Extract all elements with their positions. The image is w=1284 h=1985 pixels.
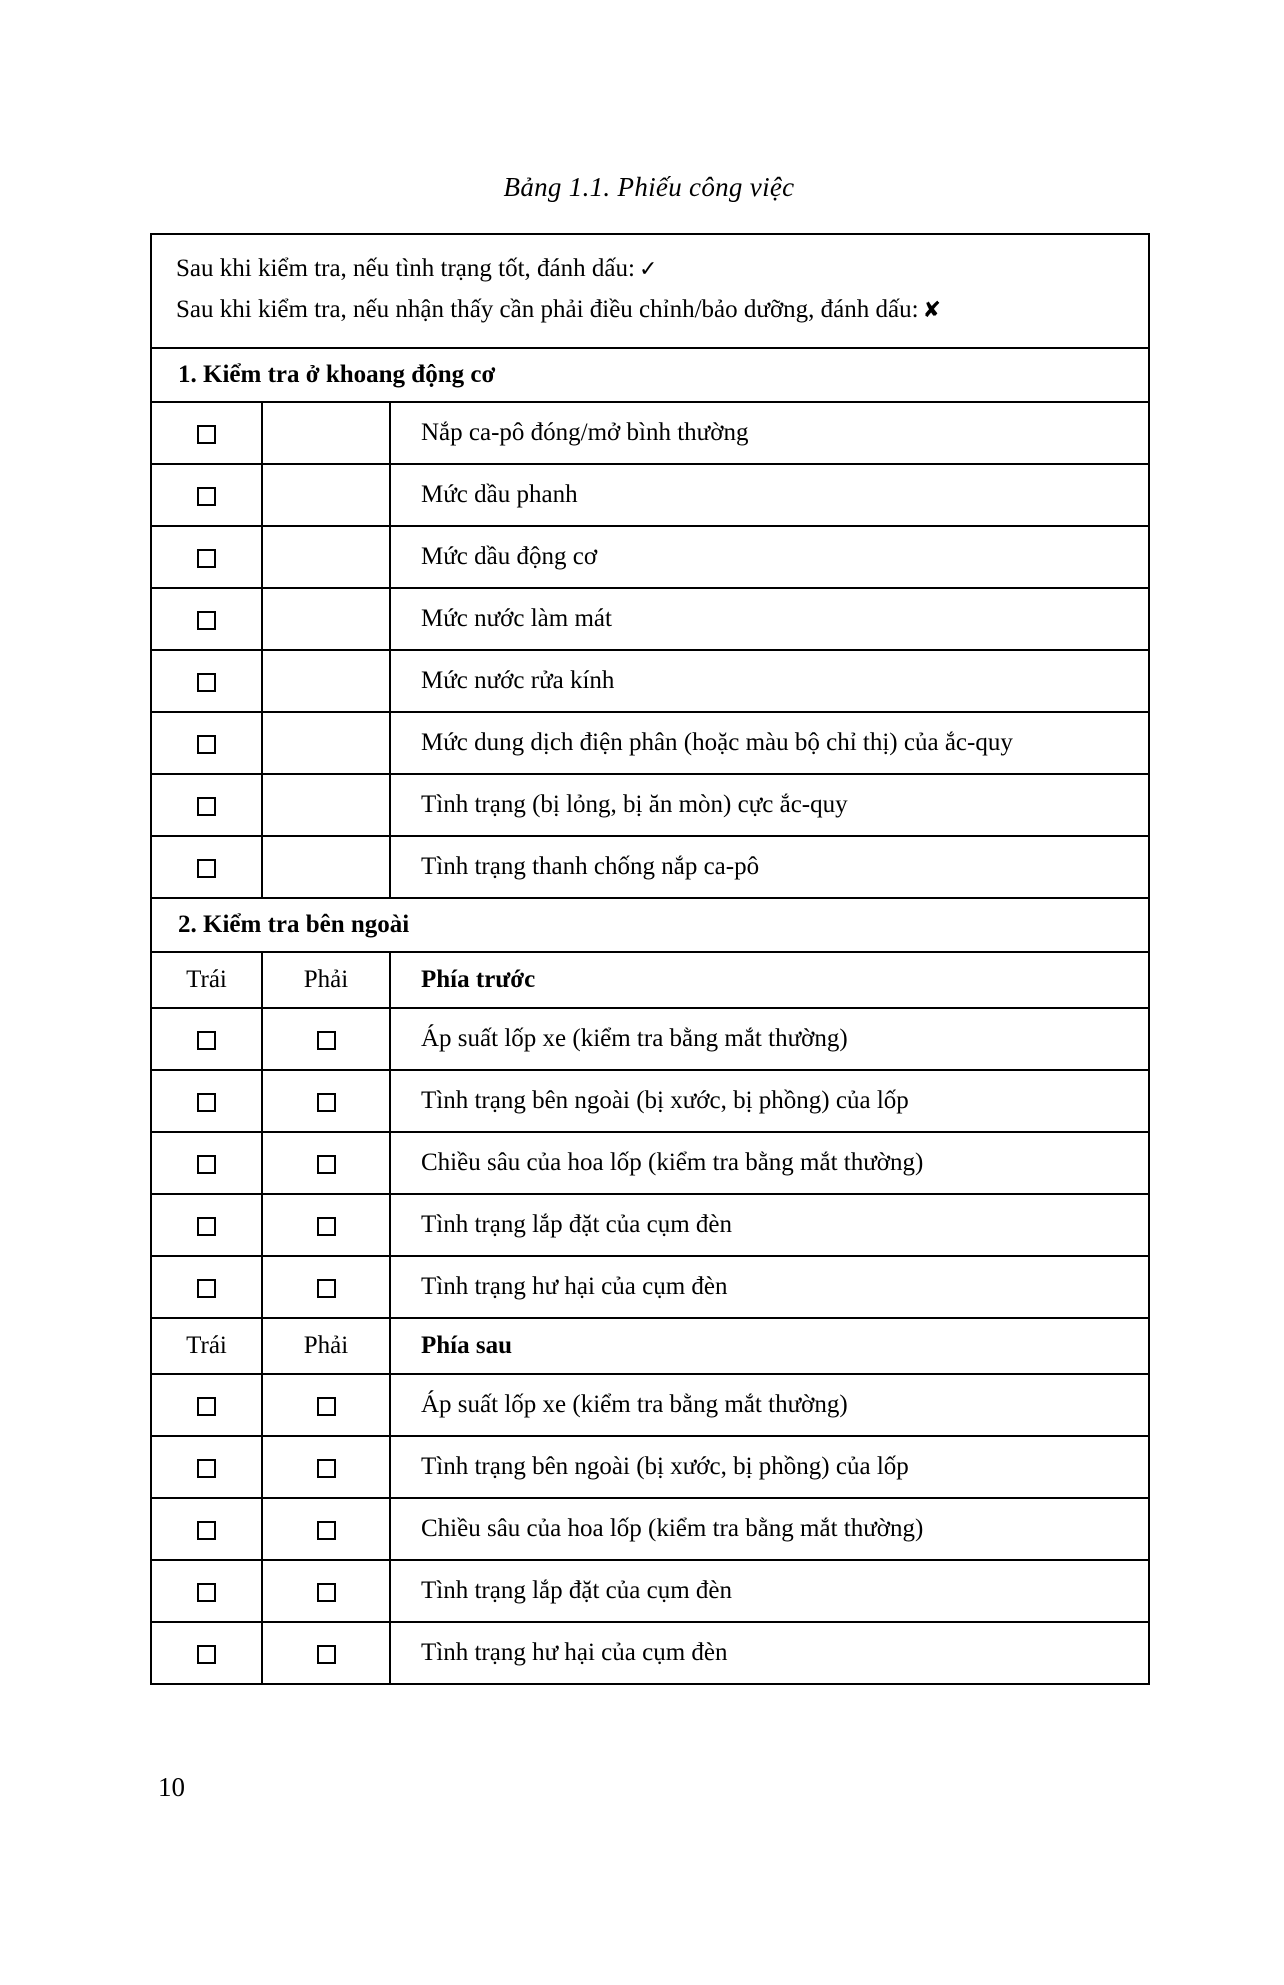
checkbox-left[interactable] [197, 1521, 216, 1540]
checklist-row [151, 836, 1149, 898]
checklist-item-label: Tình trạng hư hại của cụm đèn [390, 1622, 1149, 1684]
checkbox-right[interactable] [317, 1459, 336, 1478]
checklist-row [151, 650, 1149, 712]
checkbox-right[interactable] [317, 1093, 336, 1112]
checkbox-cell [262, 1436, 390, 1498]
checklist-row [151, 774, 1149, 836]
checkbox-cell [151, 650, 262, 712]
checklist-item-label: Tình trạng thanh chống nắp ca-pô [390, 836, 1149, 898]
instruction-line-2 [176, 290, 1016, 331]
checkbox-cell [151, 464, 262, 526]
section-1-header: 1. Kiểm tra ở khoang động cơ [151, 348, 1149, 402]
instruction-text: Sau khi kiểm tra, nếu tình trạng tốt, đánh dấu: [176, 255, 635, 282]
checkbox-cell [151, 526, 262, 588]
section-1-header-row [151, 348, 1149, 402]
checkbox-left[interactable] [197, 1093, 216, 1112]
checklist-item-label: Mức dầu động cơ [390, 526, 1149, 588]
checkbox-right[interactable] [317, 1397, 336, 1416]
checkbox-cell [262, 1070, 390, 1132]
empty-cell [262, 712, 390, 774]
page-number: 10 [158, 1772, 185, 1802]
checkbox-left[interactable] [197, 1217, 216, 1236]
checklist-item-label: Tình trạng (bị lỏng, bị ăn mòn) cực ắc-quy [390, 774, 1149, 836]
checklist-item-label: Nắp ca-pô đóng/mở bình thường [390, 402, 1149, 464]
checklist-row [151, 1070, 1149, 1132]
checkbox-cell [151, 1436, 262, 1498]
checkbox-cell [151, 588, 262, 650]
checkbox-left[interactable] [197, 1583, 216, 1602]
checkbox[interactable] [197, 611, 216, 630]
checkbox-right[interactable] [317, 1645, 336, 1664]
checkbox[interactable] [197, 487, 216, 506]
checklist-row [151, 464, 1149, 526]
checklist-item-label: Mức dầu phanh [390, 464, 1149, 526]
checkbox-cell [151, 836, 262, 898]
checkbox-cell [151, 1070, 262, 1132]
instruction-line-1 [176, 249, 1124, 290]
group-subheader-row [151, 1318, 1149, 1374]
checkbox[interactable] [197, 859, 216, 878]
checklist-row [151, 1560, 1149, 1622]
right-column-header: Phải [262, 952, 390, 1008]
checkbox-cell [262, 1256, 390, 1318]
checklist-item-label: Áp suất lốp xe (kiểm tra bằng mắt thường) [390, 1374, 1149, 1436]
checkbox-cell [151, 1560, 262, 1622]
checkbox-right[interactable] [317, 1279, 336, 1298]
empty-cell [262, 588, 390, 650]
group-subheader-row [151, 952, 1149, 1008]
checkbox-right[interactable] [317, 1583, 336, 1602]
checklist-row [151, 1498, 1149, 1560]
checklist-row [151, 1256, 1149, 1318]
table-caption: Bảng 1.1. Phiếu công việc [503, 172, 795, 202]
checklist-row [151, 1008, 1149, 1070]
checkbox-right[interactable] [317, 1217, 336, 1236]
left-column-header: Trái [151, 1318, 262, 1374]
checkbox-left[interactable] [197, 1459, 216, 1478]
checkbox-left[interactable] [197, 1031, 216, 1050]
checkbox-left[interactable] [197, 1397, 216, 1416]
checkbox-cell [151, 774, 262, 836]
checkbox[interactable] [197, 673, 216, 692]
x-mark-icon: ✘ [922, 298, 941, 323]
checkbox[interactable] [197, 735, 216, 754]
checklist-item-label: Tình trạng hư hại của cụm đèn [390, 1256, 1149, 1318]
section-2-header-row [151, 898, 1149, 952]
checkbox-cell [151, 1194, 262, 1256]
checkbox-left[interactable] [197, 1279, 216, 1298]
checklist-row [151, 1132, 1149, 1194]
empty-cell [262, 836, 390, 898]
empty-cell [262, 464, 390, 526]
checkbox[interactable] [197, 797, 216, 816]
checkbox[interactable] [197, 425, 216, 444]
empty-cell [262, 650, 390, 712]
checklist-item-label: Tình trạng lắp đặt của cụm đèn [390, 1194, 1149, 1256]
check-mark-icon: ✓ [638, 257, 658, 282]
checklist-row [151, 1194, 1149, 1256]
checkbox[interactable] [197, 549, 216, 568]
instruction-text: Sau khi kiểm tra, nếu nhận thấy cần phải điều chỉnh/bảo dưỡng, đánh dấu: [176, 296, 919, 323]
checklist-item-label: Mức dung dịch điện phân (hoặc màu bộ chỉ thị) của ắc-quy [390, 712, 1149, 774]
checkbox-right[interactable] [317, 1521, 336, 1540]
checkbox-cell [262, 1008, 390, 1070]
checklist-row [151, 402, 1149, 464]
checkbox-cell [151, 1498, 262, 1560]
checklist-item-label: Áp suất lốp xe (kiểm tra bằng mắt thường) [390, 1008, 1149, 1070]
checkbox-cell [151, 1256, 262, 1318]
checkbox-right[interactable] [317, 1031, 336, 1050]
checkbox-cell [151, 1622, 262, 1684]
checklist-item-label: Mức nước rửa kính [390, 650, 1149, 712]
empty-cell [262, 774, 390, 836]
checklist-row [151, 1622, 1149, 1684]
checkbox-cell [262, 1194, 390, 1256]
checkbox-cell [262, 1560, 390, 1622]
checklist-item-label: Tình trạng bên ngoài (bị xước, bị phồng) của lốp [390, 1436, 1149, 1498]
checklist-row [151, 1374, 1149, 1436]
checkbox-cell [151, 1374, 262, 1436]
worksheet-table [150, 233, 1150, 1685]
instructions-cell [151, 234, 1149, 348]
group-header-rear: Phía sau [390, 1318, 1149, 1374]
checklist-item-label: Tình trạng bên ngoài (bị xước, bị phồng) của lốp [390, 1070, 1149, 1132]
right-column-header: Phải [262, 1318, 390, 1374]
checklist-item-label: Tình trạng lắp đặt của cụm đèn [390, 1560, 1149, 1622]
checklist-row [151, 526, 1149, 588]
checklist-item-label: Chiều sâu của hoa lốp (kiểm tra bằng mắt thường) [390, 1132, 1149, 1194]
checkbox-cell [262, 1132, 390, 1194]
checkbox-cell [262, 1374, 390, 1436]
checkbox-cell [151, 402, 262, 464]
checklist-item-label: Mức nước làm mát [390, 588, 1149, 650]
checkbox-left[interactable] [197, 1645, 216, 1664]
empty-cell [262, 402, 390, 464]
group-header-front: Phía trước [390, 952, 1149, 1008]
checkbox-cell [262, 1622, 390, 1684]
checkbox-cell [151, 1132, 262, 1194]
checklist-row [151, 1436, 1149, 1498]
left-column-header: Trái [151, 952, 262, 1008]
checkbox-right[interactable] [317, 1155, 336, 1174]
checklist-row [151, 588, 1149, 650]
checkbox-cell [151, 712, 262, 774]
checkbox-cell [262, 1498, 390, 1560]
section-2-header: 2. Kiểm tra bên ngoài [151, 898, 1149, 952]
checklist-item-label: Chiều sâu của hoa lốp (kiểm tra bằng mắt thường) [390, 1498, 1149, 1560]
checkbox-cell [151, 1008, 262, 1070]
empty-cell [262, 526, 390, 588]
checklist-row [151, 712, 1149, 774]
checkbox-left[interactable] [197, 1155, 216, 1174]
legend-row [151, 234, 1149, 348]
